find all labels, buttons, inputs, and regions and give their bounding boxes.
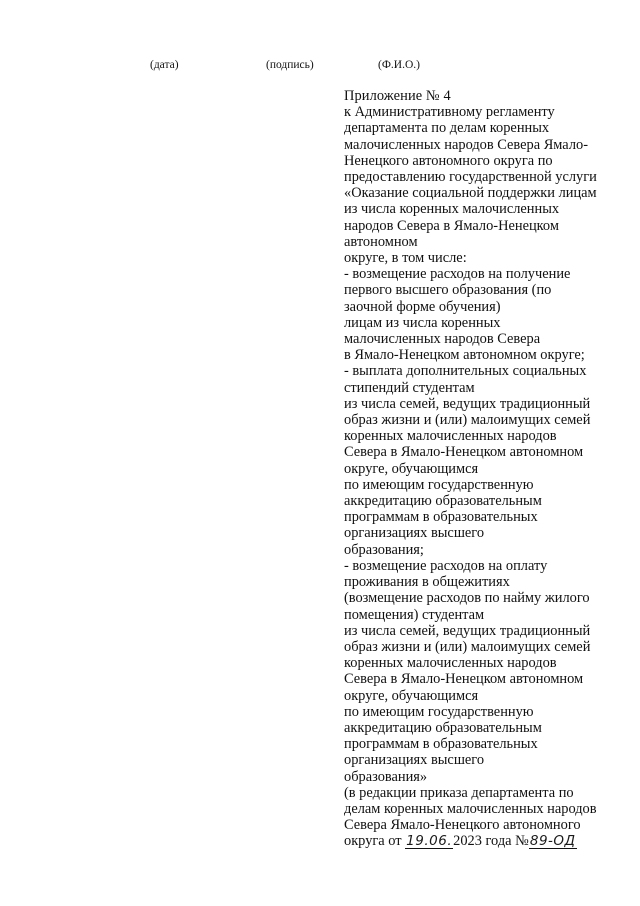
appendix-line: из числа коренных малочисленных — [344, 201, 560, 218]
appendix-line: - возмещение расходов на оплату — [344, 557, 548, 574]
appendix-line: - выплата дополнительных социальных — [344, 363, 587, 380]
appendix-line: коренных малочисленных народов — [344, 428, 557, 445]
appendix-line: стипендий студентам — [344, 379, 475, 396]
appendix-final-line — [344, 833, 610, 849]
appendix-line: округе, обучающимся — [344, 460, 479, 477]
appendix-line: программам в образовательных — [344, 736, 538, 753]
appendix-line: образования; — [344, 541, 424, 558]
appendix-line: лицам из числа коренных — [344, 314, 501, 331]
appendix-line: «Оказание социальной поддержки лицам — [344, 185, 597, 202]
appendix-line: проживания в общежитиях — [344, 574, 510, 591]
appendix-line: образования» — [344, 768, 428, 785]
appendix-line: организациях высшего — [344, 752, 485, 769]
appendix-line: Севера Ямало-Ненецкого автономного — [344, 817, 581, 834]
appendix-line: из числа семей, ведущих традиционный — [344, 395, 591, 412]
appendix-line: малочисленных народов Севера Ямало- — [344, 136, 588, 153]
signature-label: (подпись) — [266, 59, 314, 71]
appendix-text — [344, 88, 610, 833]
appendix-line: образ жизни и (или) малоимущих семей — [344, 638, 591, 655]
appendix-line: из числа семей, ведущих традиционный — [344, 622, 591, 639]
appendix-line: заочной форме обучения) — [344, 298, 501, 315]
appendix-title: Приложение № 4 — [344, 88, 451, 104]
appendix-line: в Ямало-Ненецком автономном округе; — [344, 347, 585, 364]
appendix-line: делам коренных малочисленных народов — [344, 800, 597, 817]
appendix-line: народов Севера в Ямало-Ненецком — [344, 217, 559, 234]
appendix-line: - возмещение расходов на получение — [344, 266, 571, 283]
handwritten-date: 19.06. — [406, 833, 453, 850]
appendix-line: по имеющим государственную — [344, 703, 534, 720]
final-line-middle: 2023 года № — [453, 833, 529, 850]
appendix-line: программам в образовательных — [344, 509, 538, 526]
appendix-line: Севера в Ямало-Ненецком автономном — [344, 444, 584, 461]
appendix-line: первого высшего образования (по — [344, 282, 552, 299]
appendix-line: по имеющим государственную — [344, 476, 534, 493]
handwritten-number: 89-ОД — [529, 833, 576, 850]
appendix-line: (в редакции приказа департамента по — [344, 784, 574, 801]
appendix-line: организациях высшего — [344, 525, 485, 542]
appendix-line: округе, обучающимся — [344, 687, 479, 704]
date-label: (дата) — [150, 59, 179, 71]
appendix-block — [344, 88, 610, 850]
fio-label: (Ф.И.О.) — [378, 59, 420, 71]
appendix-line: департамента по делам коренных — [344, 120, 550, 137]
appendix-line: (возмещение расходов по найму жилого — [344, 590, 590, 607]
appendix-line: к Административному регламенту — [344, 104, 555, 121]
final-line-prefix: округа от — [344, 833, 406, 850]
appendix-line: округе, в том числе: — [344, 250, 467, 267]
appendix-line: Ненецкого автономного округа по — [344, 152, 553, 169]
appendix-line: коренных малочисленных народов — [344, 655, 557, 672]
appendix-line: помещения) студентам — [344, 606, 485, 623]
appendix-line: аккредитацию образовательным — [344, 493, 542, 510]
appendix-line: Севера в Ямало-Ненецком автономном — [344, 671, 584, 688]
appendix-line: образ жизни и (или) малоимущих семей — [344, 412, 591, 429]
appendix-line: предоставлению государственной услуги — [344, 169, 597, 186]
appendix-line: автономном — [344, 233, 418, 250]
appendix-line: малочисленных народов Севера — [344, 331, 541, 348]
appendix-line: аккредитацию образовательным — [344, 719, 542, 736]
